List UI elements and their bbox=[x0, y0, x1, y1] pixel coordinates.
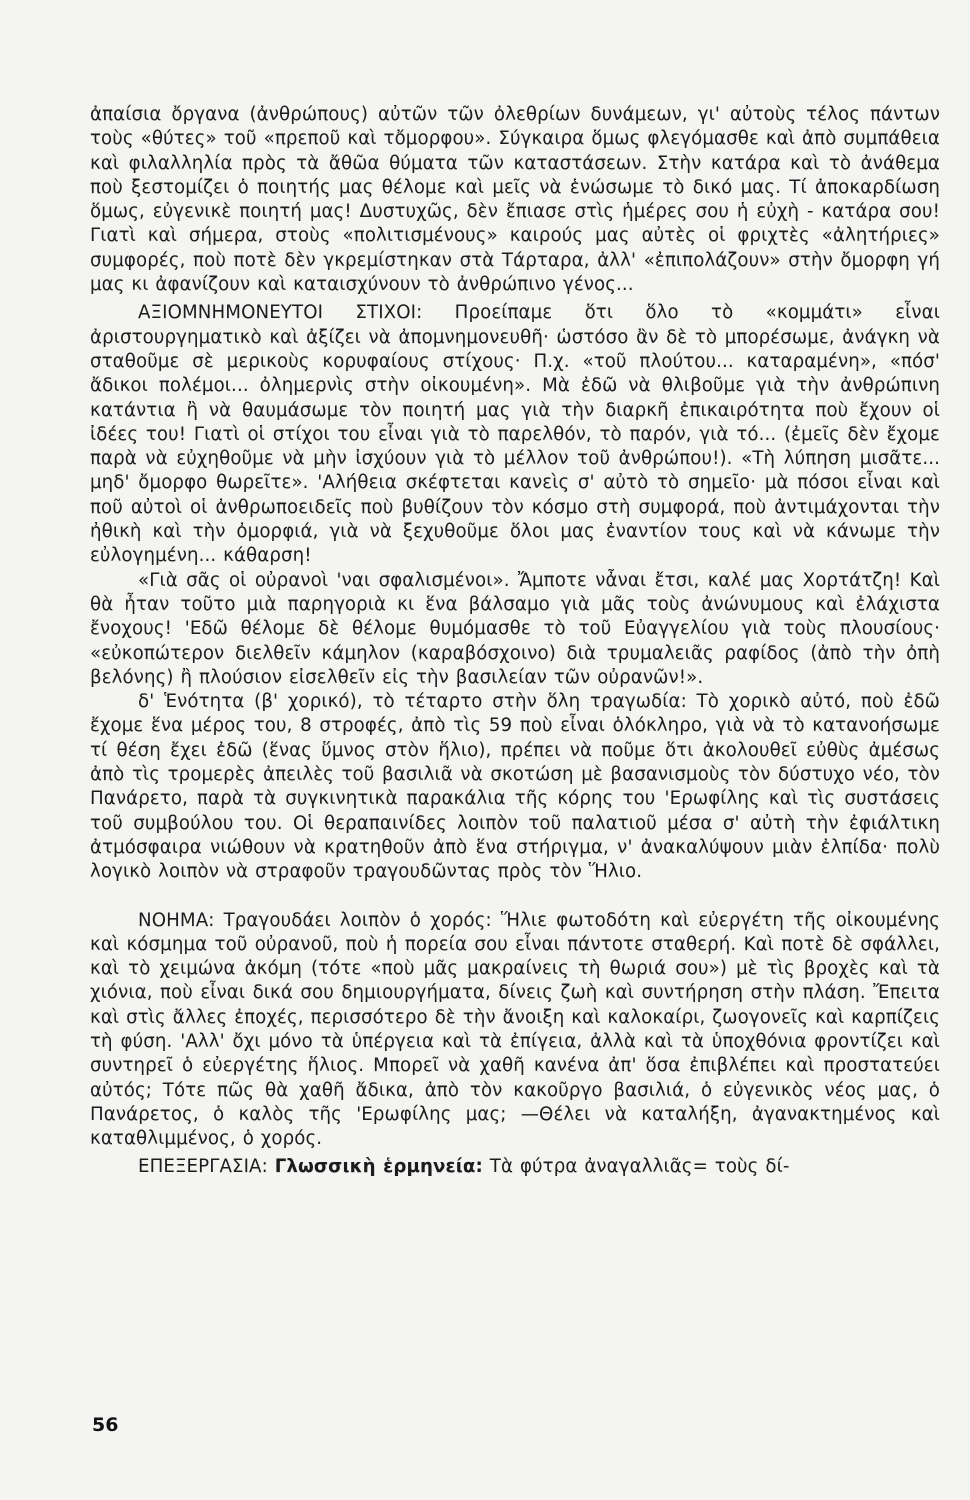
paragraph-5-text: Τραγουδάει λοιπὸν ὁ χορός: Ἥλιε φωτοδότη καὶ εὐεργέτη τῆς οἰκουμένης καὶ κόσμημα τοῦ οὐρανοῦ, ποὺ ἡ πορεία σου εἶναι πάντοτε σταθερή. Καὶ ποτὲ δὲ σφάλλει, καὶ τὸ χειμώνα ἀκόμη (τότε «ποὺ μᾶς μακραίνεις τὴ θωριά σου») μὲ τὶς βροχὲς καὶ τὰ χιόνια, ποὺ εἶναι δικά σου δημιουργήματα, δίνεις ζωὴ καὶ συντήρηση στὴν πλάση. Ἔπειτα καὶ στὶς ἄλλες ἐποχές, περισσότερο δὲ τὴν ἄνοιξη καὶ καλοκαίρι, ζωογονεῖς καὶ καρπίζεις τὴ φύση. 'Αλλ' ὄχι μόνο τὰ ὑπέργεια καὶ τὰ ἐπίγεια, ἀλλὰ καὶ τὰ ὑποχθόνια φροντίζει καὶ συντηρεῖ ὁ εὐεργέτης ἥλιος. Μπορεῖ νὰ χαθῆ κανένα ἀπ' ὅσα ἐπιβλέπει καὶ προστατεύει αὐτός; Τότε πῶς θὰ χαθῆ ἄδικα, ἀπὸ τὸν κακοῦργο βασιλιά, ὁ εὐγενικὸς νέος μας, ὁ Πανάρετος, ὁ καλὸς τῆς 'Ερωφίλης μας; —Θέλει νὰ καταλήξη, ἀγανακτημένος καὶ καταθλιμμένος, ὁ χορός. bbox=[90, 909, 940, 1150]
section-heading-axiomnimoneftoi: ΑΞΙΟΜΝΗΜΟΝΕΥΤΟΙ ΣΤΙΧΟΙ: bbox=[138, 302, 423, 324]
paragraph-axiomnimoneftoi bbox=[90, 301, 940, 568]
paragraph-3-text: «Γιὰ σᾶς οἱ οὐρανοὶ 'ναι σφαλισμένοι». Ἄμποτε νἆναι ἔτσι, καλέ μας Χορτάτζη! Καὶ θὰ ἦταν τοῦτο μιὰ παρηγοριὰ κι ἕνα βάλσαμο γιὰ μᾶς τοὺς ἀνώνυμους καὶ ἐλάχιστα ἔνοχους! 'Εδῶ θέλομε δὲ θέλομε θυμόμασθε τὸ τοῦ Εὐαγγελίου γιὰ τοὺς πλουσίους· «εὐκοπώτερον διελθεῖν κάμηλον (καραβόσχοινο) διὰ τρυμαλειᾶς ραφίδος (ἀπὸ τὴν ὀπὴ βελόνης) ἢ πλούσιον εἰσελθεῖν εἰς τὴν βασιλείαν τῶν οὐρανῶν!». bbox=[90, 569, 940, 688]
subheading-glossiki-ermineia: Γλωσσικὴ ἑρμηνεία: bbox=[274, 1156, 483, 1178]
section-heading-epexergasia: ΕΠΕΞΕΡΓΑΣΙΑ: bbox=[138, 1156, 268, 1178]
paragraph-3 bbox=[90, 569, 940, 690]
page-number: 56 bbox=[92, 1414, 119, 1436]
paragraph-6-text: Τὰ φύτρα ἀναγαλλιᾶς= τοὺς δί- bbox=[489, 1156, 790, 1178]
paragraph-1 bbox=[90, 103, 940, 297]
paragraph-epexergasia bbox=[90, 1155, 940, 1179]
paragraph-4 bbox=[90, 690, 940, 884]
paragraph-2-text: Προείπαμε ὅτι ὅλο τὸ «κομμάτι» εἶναι ἀριστουργηματικὸ καὶ ἀξίζει νὰ ἀπομνημονευθῆ· ὡστόσο ἂν δὲ τὸ μπορέσωμε, ἀνάγκη νὰ σταθοῦμε σὲ μερικοὺς κορυφαίους στίχους· Π.χ. «τοῦ πλούτου... καταραμένη», «πόσ' ἄδικοι πολέμοι... ὀλημερνὶς στὴν οἰκουμένη». Μὰ ἐδῶ νὰ θλιβοῦμε γιὰ τὴν ἀνθρώπινη κατάντια ἢ νὰ θαυμάσωμε τὸν ποιητή μας γιὰ τὴν διαρκῆ ἐπικαιρότητα ποὺ ἔχουν οἱ ἰδέες του! Γιατὶ οἱ στίχοι του εἶναι γιὰ τὸ παρελθόν, τὸ παρόν, γιὰ τό... (ἐμεῖς δὲν ἔχομε παρὰ νὰ εὐχηθοῦμε νὰ μὴν ἰσχύουν γιὰ τὸ μέλλον τοῦ ἀνθρώπου!). «Τὴ λύπηση μισᾶτε... μηδ' ὄμορφο θωρεῖτε». 'Αλήθεια σκέφτεται κανεὶς σ' αὐτὸ τὸ σημεῖο· μὰ πόσοι εἶναι καὶ ποῦ αὐτοὶ οἱ ἀνθρωποειδεῖς ποὺ βυθίζουν τὸν κόσμο στὴ συμφορά, ποὺ ἀντιμάχονται τὴν ἠθικὴ καὶ τὴν ὀμορφιά, γιὰ νὰ ξεχυθοῦμε ὅλοι μας ἐναντίον τους καὶ νὰ κάνωμε τὴν εὐλογημένη... κάθαρση! bbox=[90, 302, 940, 567]
paragraph-noima bbox=[90, 909, 940, 1152]
page-content bbox=[90, 103, 940, 1180]
section-heading-noima: ΝΟΗΜΑ: bbox=[138, 909, 215, 931]
paragraph-1-text: ἀπαίσια ὄργανα (ἀνθρώπους) αὐτῶν τῶν ὀλεθρίων δυνάμεων, γι' αὐτοὺς τέλος πάντων τοὺς «θύτες» τοῦ «πρεποῦ καὶ τὄμορφου». Σύγκαιρα ὅμως φλεγόμασθε καὶ ἀπὸ συμπάθεια καὶ φιλαλληλία πρὸς τὰ ἄθῶα θύματα τῶν καταστάσεων. Στὴν κατάρα καὶ τὸ ἀνάθεμα ποὺ ξεστομίζει ὁ ποιητής μας θέλομε καὶ μεῖς νὰ ἑνώσωμε τὸ δικό μας. Τί ἀποκαρδίωση ὅμως, εὐγενικὲ ποιητή μας! Δυστυχῶς, δὲν ἔπιασε στὶς ἡμέρες σου ἡ εὐχὴ - κατάρα σου! Γιατὶ καὶ σήμερα, στοὺς «πολιτισμένους» καιρούς μας αὐτὲς οἱ φριχτὲς «ἀλητήριες» συμφορές, ποὺ ποτὲ δὲν γκρεμίστηκαν στὰ Τάρταρα, ἀλλ' «ἐπιπολάζουν» στὴν ὄμορφη γή μας κι ἀφανίζουν καὶ καταισχύνουν τὸ ἀνθρώπινο γένος... bbox=[90, 104, 940, 296]
paragraph-4-text: δ' Ἑνότητα (β' χορικό), τὸ τέταρτο στὴν ὅλη τραγωδία: Τὸ χορικὸ αὐτό, ποὺ ἐδῶ ἔχομε ἕνα μέρος του, 8 στροφές, ἀπὸ τὶς 59 ποὺ εἶναι ὁλόκληρο, γιὰ νὰ τὸ κατανοήσωμε τί θέση ἔχει ἐδῶ (ἕνας ὕμνος στὸν ἥλιο), πρέπει νὰ ποῦμε ὅτι ἀκολουθεῖ εὐθὺς ἀμέσως ἀπὸ τὶς τρομερὲς ἀπειλὲς τοῦ βασιλιᾶ νὰ σκοτώση μὲ βασανισμοὺς τὸν δύστυχο νέο, τὸν Πανάρετο, παρὰ τὰ συγκινητικὰ παρακάλια τῆς κόρης του 'Ερωφίλης καὶ τὶς συστάσεις τοῦ συμβούλου του. Οἱ θεραπαινίδες λοιπὸν τοῦ παλατιοῦ μέσα σ' αὐτὴ τὴν ἐφιάλτικη ἀτμόσφαιρα νιώθουν νὰ κρατηθοῦν ἀπὸ ἕνα στήριγμα, ν' ἀνακαλύψουν μιὰν ἐλπίδα· πολὺ λογικὸ λοιπὸν νὰ στραφοῦν τραγουδῶντας πρὸς τὸν Ἥλιο. bbox=[90, 691, 940, 883]
